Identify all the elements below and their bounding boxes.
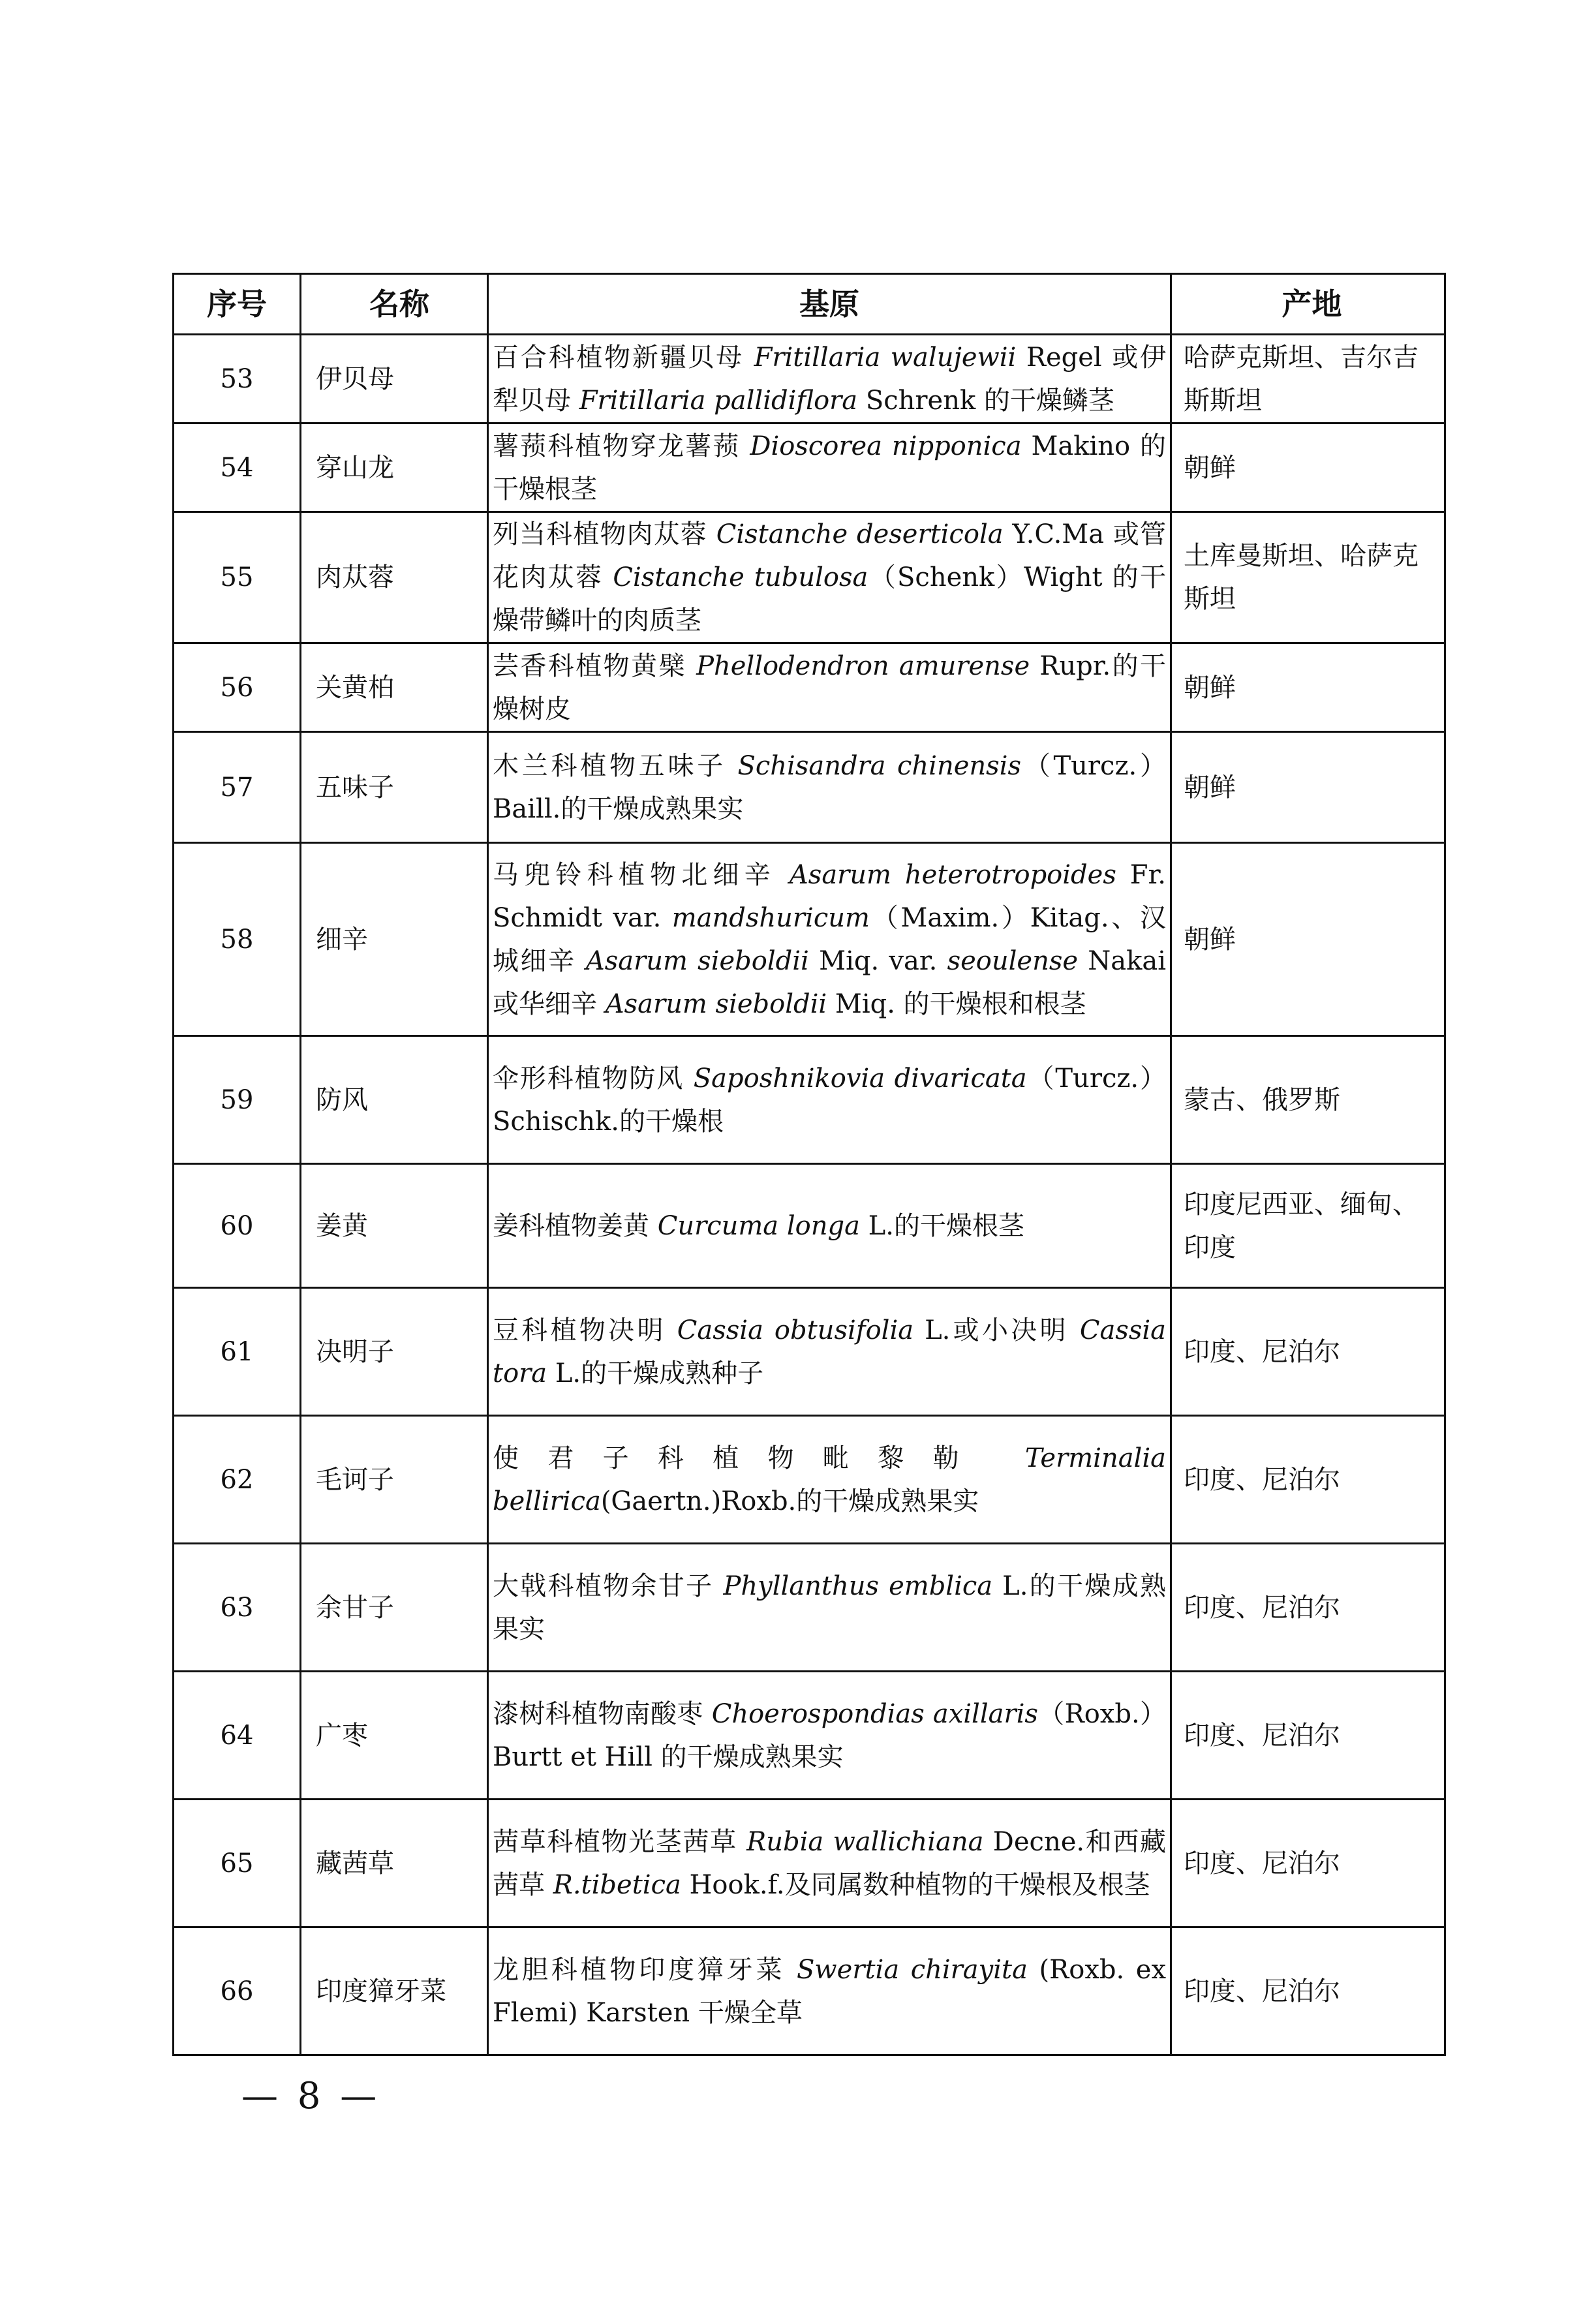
latin-name: mandshuricum: [671, 902, 870, 933]
cell-origin: 哈萨克斯坦、吉尔吉斯斯坦: [1171, 335, 1445, 423]
cell-name: 穿山龙: [301, 423, 488, 512]
source-text: （Schenk）Wight 的干燥带鳞叶的肉质茎: [493, 562, 1166, 636]
table-row: [174, 512, 1445, 643]
source-text: 百合科植物新疆贝母: [493, 342, 754, 373]
table-row: [174, 1164, 1445, 1288]
cell-origin: 印度、尼泊尔: [1171, 1800, 1445, 1927]
source-text: Fr. Schmidt var.: [493, 859, 1166, 933]
table-row: [174, 1672, 1445, 1800]
source-text: 姜科植物姜黄: [493, 1210, 658, 1241]
source-text: 马兜铃科植物北细辛: [493, 859, 790, 890]
table-row: [174, 1544, 1445, 1672]
table-row: [174, 732, 1445, 843]
latin-name: Cassia obtusifolia: [677, 1315, 914, 1345]
cell-source: [488, 1927, 1171, 2055]
latin-name: Phellodendron amurense: [696, 651, 1030, 681]
table-row: [174, 335, 1445, 423]
source-text: Decne.和西藏茜草: [493, 1826, 1167, 1900]
cell-source: [488, 423, 1171, 512]
source-text: 芸香科植物黄檗: [493, 651, 697, 681]
cell-no: 54: [174, 423, 301, 512]
latin-name: Cassia tora: [493, 1315, 1166, 1388]
source-text: Rupr.的干燥树皮: [493, 651, 1167, 724]
latin-name: Asarum heterotropoides: [789, 859, 1116, 890]
header-name: 名称: [301, 274, 488, 335]
cell-source: [488, 335, 1171, 423]
source-text: 木兰科植物五味子: [493, 750, 738, 781]
table-row: [174, 1416, 1445, 1544]
source-text: 茜草科植物光茎茜草: [493, 1826, 747, 1857]
cell-source: [488, 1544, 1171, 1672]
cell-name: 广枣: [301, 1672, 488, 1800]
header-source: 基原: [488, 274, 1171, 335]
cell-name: 毛诃子: [301, 1416, 488, 1544]
cell-name: 肉苁蓉: [301, 512, 488, 643]
cell-source: [488, 1288, 1171, 1416]
source-text: Hook.f.及同属数种植物的干燥根及根茎: [681, 1869, 1150, 1900]
latin-name: Cistanche deserticola: [716, 519, 1004, 549]
source-text: 薯蓣科植物穿龙薯蓣: [493, 431, 750, 461]
source-text: (Gaertn.)Roxb.的干燥成熟果实: [600, 1486, 979, 1516]
cell-no: 62: [174, 1416, 301, 1544]
table-row: [174, 843, 1445, 1036]
cell-origin: 印度、尼泊尔: [1171, 1672, 1445, 1800]
plant-origin-table: [172, 273, 1446, 2056]
header-origin: 产地: [1171, 274, 1445, 335]
cell-origin: 朝鲜: [1171, 843, 1445, 1036]
cell-no: 59: [174, 1036, 301, 1164]
table-body: [174, 335, 1445, 2055]
latin-name: Dioscorea nipponica: [750, 431, 1022, 461]
cell-source: [488, 1036, 1171, 1164]
cell-origin: 蒙古、俄罗斯: [1171, 1036, 1445, 1164]
latin-name: Asarum sieboldii: [585, 945, 809, 976]
source-text: 漆树科植物南酸枣: [493, 1698, 712, 1729]
source-text: （Maxim.）Kitag.、汉城细辛: [493, 902, 1166, 976]
latin-name: Fritillaria pallidiflora: [579, 385, 858, 416]
latin-name: Swertia chirayita: [797, 1954, 1028, 1985]
cell-origin: 印度尼西亚、缅甸、印度: [1171, 1164, 1445, 1288]
cell-origin: 印度、尼泊尔: [1171, 1416, 1445, 1544]
source-text: （Turcz.）Baill.的干燥成熟果实: [493, 750, 1166, 824]
cell-name: 藏茜草: [301, 1800, 488, 1927]
latin-name: Rubia wallichiana: [746, 1826, 984, 1857]
cell-name: 防风: [301, 1036, 488, 1164]
cell-no: 61: [174, 1288, 301, 1416]
cell-name: 五味子: [301, 732, 488, 843]
cell-source: [488, 1416, 1171, 1544]
source-text: Regel 或伊犁贝母: [493, 342, 1167, 416]
latin-name: Asarum sieboldii: [605, 989, 827, 1019]
cell-name: 决明子: [301, 1288, 488, 1416]
table-row: [174, 423, 1445, 512]
cell-source: [488, 512, 1171, 643]
source-text: Schrenk 的干燥鳞茎: [857, 385, 1114, 416]
source-text: L.的干燥根茎: [859, 1210, 1024, 1241]
source-text: 豆科植物决明: [493, 1315, 677, 1345]
cell-source: [488, 732, 1171, 843]
source-text: L.或小决明: [913, 1315, 1080, 1345]
cell-name: 余甘子: [301, 1544, 488, 1672]
cell-no: 57: [174, 732, 301, 843]
cell-origin: 朝鲜: [1171, 643, 1445, 732]
cell-name: 姜黄: [301, 1164, 488, 1288]
cell-no: 63: [174, 1544, 301, 1672]
cell-source: [488, 1672, 1171, 1800]
source-text: (Roxb. ex Flemi) Karsten 干燥全草: [493, 1954, 1167, 2028]
cell-name: 印度獐牙菜: [301, 1927, 488, 2055]
cell-name: 关黄柏: [301, 643, 488, 732]
latin-name: R.tibetica: [553, 1869, 681, 1900]
latin-name: Fritillaria walujewii: [754, 342, 1017, 373]
source-text: 大戟科植物余甘子: [493, 1571, 724, 1601]
cell-no: 65: [174, 1800, 301, 1927]
latin-name: Curcuma longa: [657, 1210, 860, 1241]
source-text: Makino 的干燥根茎: [493, 431, 1167, 504]
cell-origin: 朝鲜: [1171, 732, 1445, 843]
cell-name: 伊贝母: [301, 335, 488, 423]
cell-source: [488, 843, 1171, 1036]
source-text: 龙胆科植物印度獐牙菜: [493, 1954, 797, 1985]
source-text: Nakai 或华细辛: [493, 945, 1167, 1019]
source-text: 使君子科植物毗黎勒: [493, 1443, 1025, 1473]
cell-no: 60: [174, 1164, 301, 1288]
cell-origin: 土库曼斯坦、哈萨克斯坦: [1171, 512, 1445, 643]
source-text: L.的干燥成熟果实: [493, 1571, 1166, 1644]
source-text: 伞形科植物防风: [493, 1063, 694, 1094]
page-number: — 8 —: [241, 2075, 381, 2117]
latin-name: seoulense: [947, 945, 1079, 976]
source-text: L.的干燥成熟种子: [547, 1358, 764, 1388]
source-text: Miq. 的干燥根和根茎: [827, 989, 1086, 1019]
table-row: [174, 1288, 1445, 1416]
latin-name: Schisandra chinensis: [737, 750, 1021, 781]
cell-source: [488, 643, 1171, 732]
source-text: Miq. var.: [808, 945, 947, 976]
source-text: （Roxb.）Burtt et Hill 的干燥成熟果实: [493, 1698, 1166, 1772]
latin-name: Cistanche tubulosa: [613, 562, 868, 592]
source-text: （Turcz.）Schischk.的干燥根: [493, 1063, 1167, 1137]
cell-no: 55: [174, 512, 301, 643]
latin-name: Saposhnikovia divaricata: [693, 1063, 1027, 1094]
source-text: 列当科植物肉苁蓉: [493, 519, 716, 549]
cell-origin: 印度、尼泊尔: [1171, 1544, 1445, 1672]
table-row: [174, 643, 1445, 732]
latin-name: Phyllanthus emblica: [723, 1571, 993, 1601]
cell-no: 64: [174, 1672, 301, 1800]
table-row: [174, 1800, 1445, 1927]
cell-source: [488, 1800, 1171, 1927]
cell-name: 细辛: [301, 843, 488, 1036]
cell-source: [488, 1164, 1171, 1288]
table-header-row: [174, 274, 1445, 335]
cell-origin: 印度、尼泊尔: [1171, 1288, 1445, 1416]
source-text: Y.C.Ma 或管花肉苁蓉: [493, 519, 1167, 592]
latin-name: Choerospondias axillaris: [711, 1698, 1038, 1729]
cell-origin: 朝鲜: [1171, 423, 1445, 512]
cell-origin: 印度、尼泊尔: [1171, 1927, 1445, 2055]
cell-no: 58: [174, 843, 301, 1036]
cell-no: 53: [174, 335, 301, 423]
cell-no: 56: [174, 643, 301, 732]
table-row: [174, 1036, 1445, 1164]
cell-no: 66: [174, 1927, 301, 2055]
table-row: [174, 1927, 1445, 2055]
latin-name: Terminalia bellirica: [493, 1443, 1166, 1516]
header-no: 序号: [174, 274, 301, 335]
